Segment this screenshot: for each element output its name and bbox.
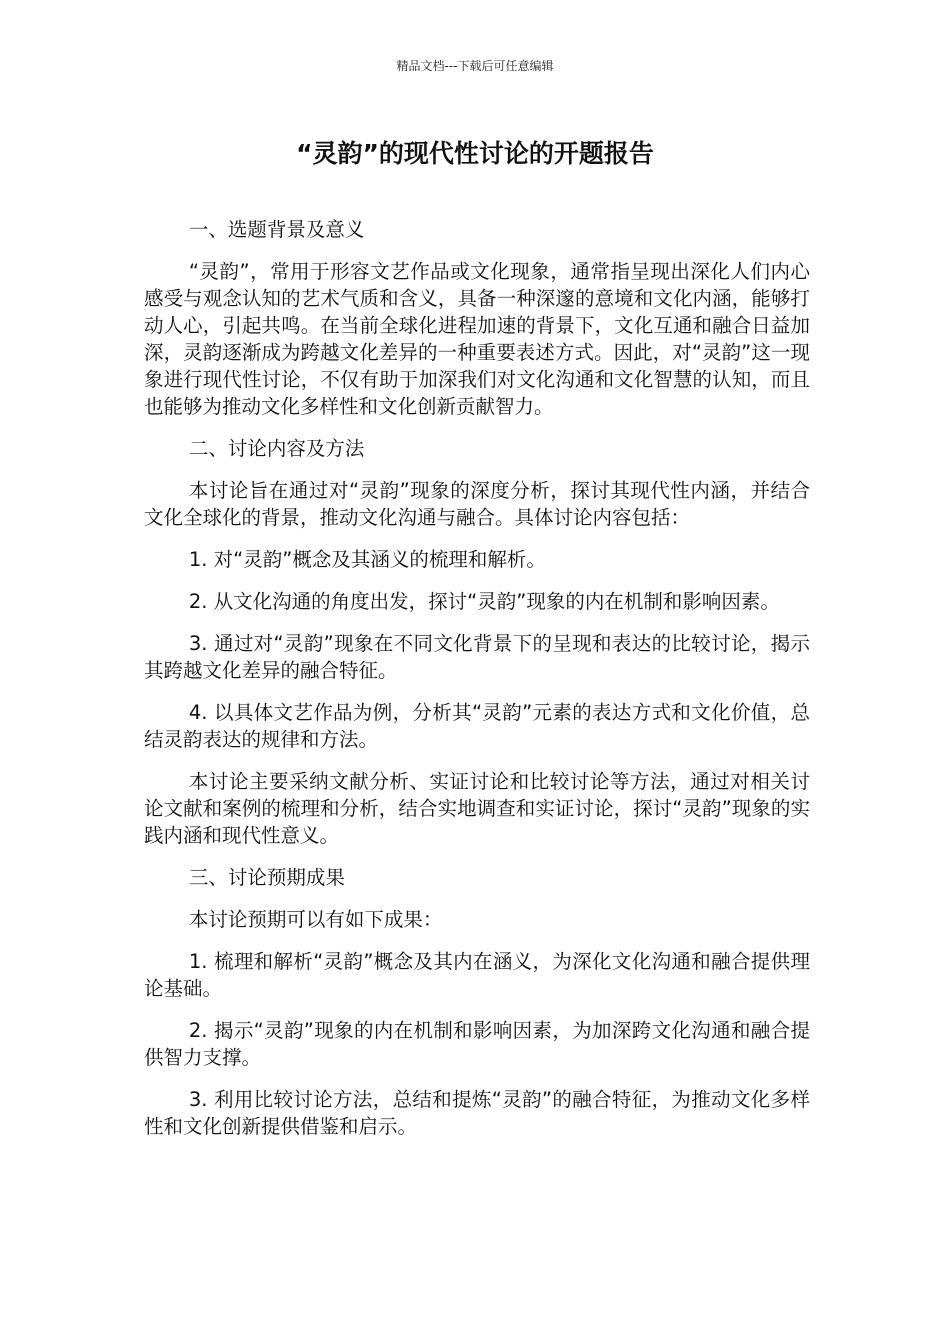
paragraph-methods: 本讨论主要采纳文献分析、实证讨论和比较讨论等方法，通过对相关讨论文献和案例的梳理和分析，结合实地调查和实证讨论，探讨“灵韵”现象的实践内涵和现代性意义。	[144, 770, 810, 847]
list-item-content-1: 1. 对“灵韵”概念及其涵义的梳理和解析。	[188, 548, 546, 571]
list-item-content-2: 2. 从文化沟通的角度出发，探讨“灵韵”现象的内在机制和影响因素。	[188, 590, 780, 613]
list-item-content-4: 4. 以具体文艺作品为例，分析其“灵韵”元素的表达方式和文化价值，总结灵韵表达的规律和方法。	[144, 701, 810, 751]
list-item-content-3: 3. 通过对“灵韵”现象在不同文化背景下的呈现和表达的比较讨论，揭示其跨越文化差异的融合特征。	[144, 632, 810, 682]
list-item-outcome-3: 3. 利用比较讨论方法，总结和提炼“灵韵”的融合特征，为推动文化多样性和文化创新提供借鉴和启示。	[144, 1088, 810, 1138]
section-heading-outcomes: 三、讨论预期成果	[188, 866, 345, 889]
page-header: 精品文档---下载后可任意编辑	[396, 59, 554, 73]
list-item-outcome-1: 1. 梳理和解析“灵韵”概念及其内在涵义，为深化文化沟通和融合提供理论基础。	[144, 950, 810, 1000]
section-heading-background: 一、选题背景及意义	[188, 218, 365, 241]
list-item-outcome-2: 2. 揭示“灵韵”现象的内在机制和影响因素，为加深跨文化沟通和融合提供智力支撑。	[144, 1019, 810, 1069]
paragraph-content-intro: 本讨论旨在通过对“灵韵”现象的深度分析，探讨其现代性内涵，并结合文化全球化的背景，推动文化沟通与融合。具体讨论内容包括：	[144, 479, 810, 529]
paragraph-outcomes-intro: 本讨论预期可以有如下成果：	[188, 908, 443, 931]
section-heading-content-method: 二、讨论内容及方法	[188, 437, 365, 460]
document-body	[144, 216, 810, 1155]
paragraph-background: “灵韵”，常用于形容文艺作品或文化现象，通常指呈现出深化人们内心感受与观念认知的艺术气质和含义，具备一种深邃的意境和文化内涵，能够打动人心，引起共鸣。在当前全球化进程加速的背景下，文化互通和融合日益加深，灵韵逐渐成为跨越文化差异的一种重要表述方式。因此，对“灵韵”这一现象进行现代性讨论，不仅有助于加深我们对文化沟通和文化智慧的认知，而且也能够为推动文化多样性和文化创新贡献智力。	[144, 260, 810, 418]
document-title: “灵韵”的现代性讨论的开题报告	[296, 139, 654, 168]
